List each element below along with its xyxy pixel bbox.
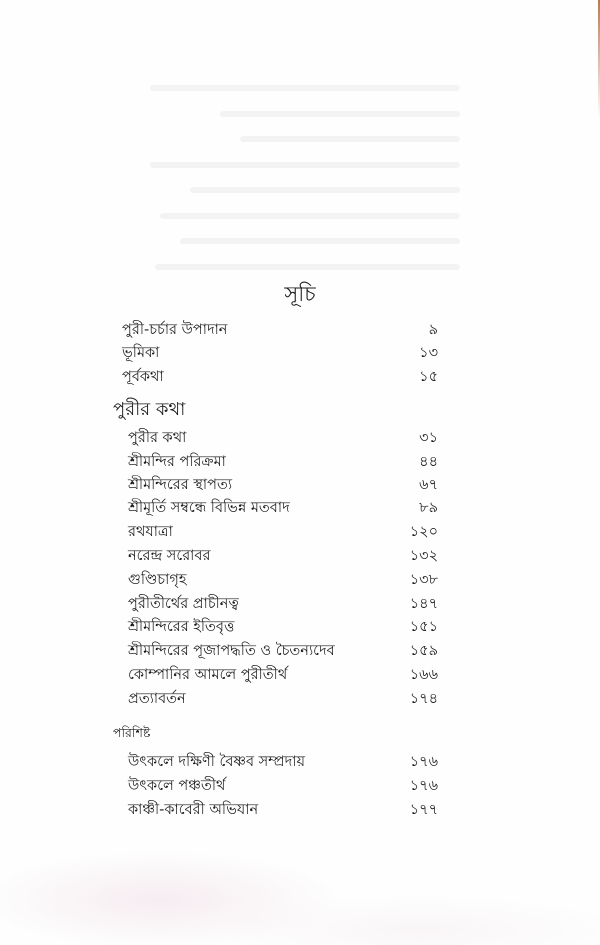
reverse-page-bleed-through [140,85,460,289]
entry-label: নরেন্দ্র সরোবর [128,548,211,564]
toc-entry[interactable] [128,545,438,567]
entry-page: ১৭৬ [409,754,438,770]
section-heading-appendix: পরিশিষ্ট [113,725,151,740]
entry-label: ভূমিকা [122,345,160,361]
toc-entry[interactable] [128,497,438,519]
toc-entry[interactable] [122,319,438,341]
entry-label: শ্রীমন্দিরের ইতিবৃত্ত [128,619,235,635]
entry-page: ১৩৮ [409,572,438,588]
entry-label: গুণ্ডিচাগৃহ [128,572,187,588]
entry-page: ১৩২ [409,548,438,564]
toc-entry[interactable] [128,664,438,686]
entry-page: ৩১ [419,430,438,446]
toc-entry[interactable] [128,569,438,591]
entry-label: কোম্পানির আমলে পুরীতীর্থ [128,667,288,683]
entry-page: ১৩ [419,345,438,361]
entry-label: পুরী-চর্চার উপাদান [122,322,228,338]
entry-label: পূর্বকথা [122,369,164,385]
entry-page: ৮৯ [419,500,438,516]
toc-entry[interactable] [128,427,438,449]
entry-label: শ্রীমূর্তি সম্বন্ধে বিভিন্ন মতবাদ [128,500,290,516]
toc-entry[interactable] [128,751,438,773]
entry-page: ১৪৭ [409,596,438,612]
toc-entry[interactable] [128,521,438,543]
entry-label: উৎকলে দক্ষিণী বৈষ্ণব সম্প্রদায় [128,754,306,770]
entry-page: ১২০ [409,524,438,540]
entry-page: ১৫১ [409,619,438,635]
entry-label: শ্রীমন্দিরের পূজাপদ্ধতি ও চৈতন্যদেব [128,643,335,659]
entry-label: শ্রীমন্দির পরিক্রমা [128,454,226,470]
entry-label: পুরীতীর্থের প্রাচীনত্ব [128,596,239,612]
entry-page: ৬৭ [419,477,438,493]
toc-entry[interactable] [122,342,438,364]
entry-page: ১৫ [419,369,438,385]
entry-label: পুরীর কথা [128,430,187,446]
entry-page: ১৭৭ [409,802,438,818]
toc-entry[interactable] [128,688,438,710]
toc-entry[interactable] [128,616,438,638]
toc-entry[interactable] [128,775,438,797]
toc-entry[interactable] [122,366,438,388]
entry-page: ১৫৯ [409,643,438,659]
entry-label: কাঞ্চী-কাবেরী অভিযান [128,802,259,818]
entry-label: প্রত্যাবর্তন [128,691,186,707]
toc-entry[interactable] [128,799,438,821]
section-heading-puri: পুরীর কথা [113,399,186,420]
toc-entry[interactable] [128,451,438,473]
entry-page: ৪৪ [419,454,438,470]
entry-page: ৯ [428,322,438,338]
toc-entry[interactable] [128,593,438,615]
toc-entry[interactable] [128,474,438,496]
toc-entry[interactable] [128,640,438,662]
entry-page: ১৭৬ [409,778,438,794]
entry-label: উৎকলে পঞ্চতীর্থ [128,778,226,794]
toc-title: সূচি [284,282,316,306]
entry-label: শ্রীমন্দিরের স্থাপত্য [128,477,233,493]
entry-page: ১৭৪ [409,691,438,707]
entry-label: রথযাত্রা [128,524,173,540]
entry-page: ১৬৬ [409,667,438,683]
